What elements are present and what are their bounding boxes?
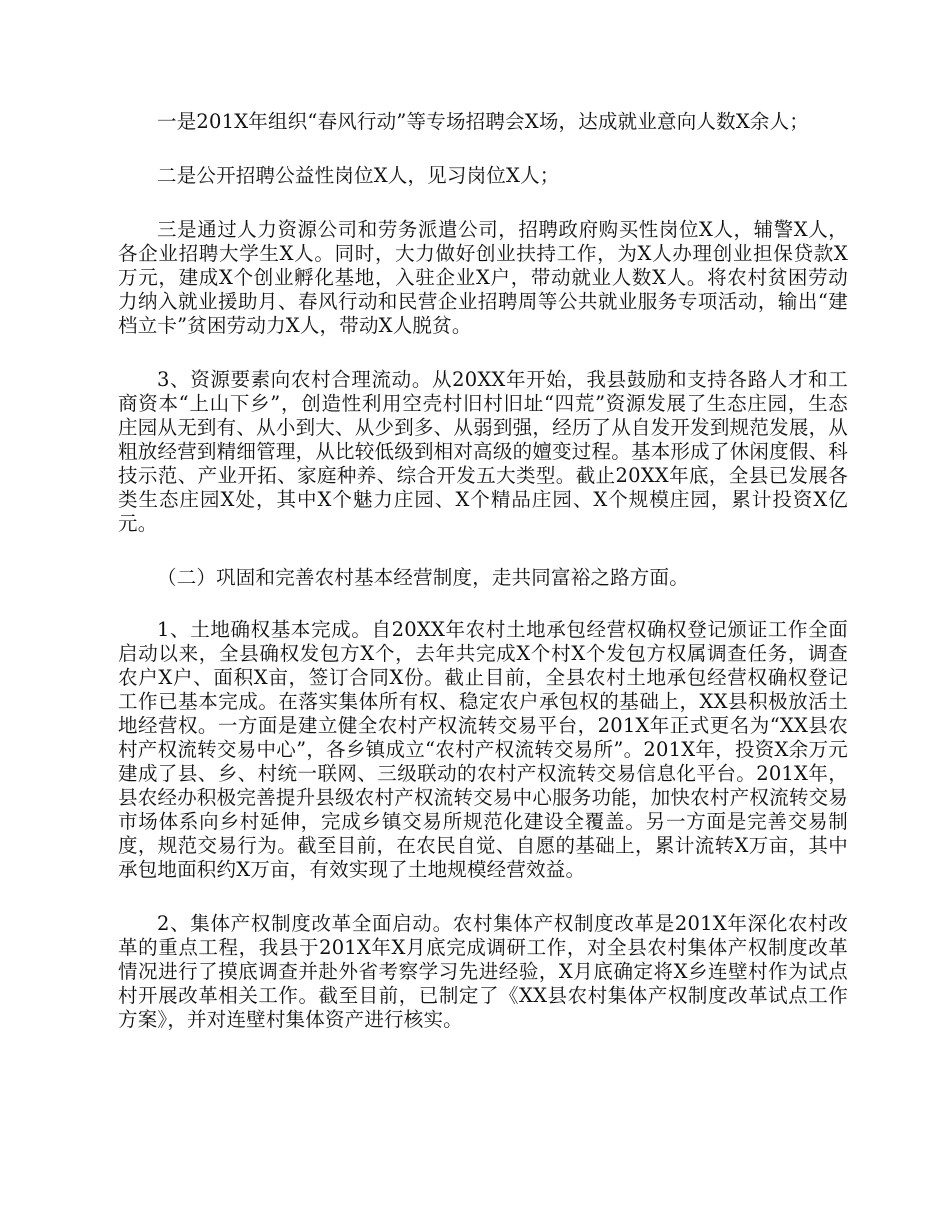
paragraph-resource-flow: 3、资源要素向农村合理流动。从20XX年开始，我县鼓励和支持各路人才和工商资本“上山下乡”，创造性利用空壳村旧村旧址“四荒”资源发展了生态庄园，生态庄园从无到有、从小到大、从少到多、从弱到强，经历了从自发开发到规范发展，从粗放经营到精细管理，从比较低级到相对高级的嬗变过程。基本形成了休闲度假、科技示范、产业开拓、家庭种养、综合开发五大类型。截止20XX年底，全县已发展各类生态庄园X处，其中X个魅力庄园、X个精品庄园、X个规模庄园，累计投资X亿元。 xyxy=(118,368,848,535)
paragraph-collective-property: 2、集体产权制度改革全面启动。农村集体产权制度改革是201X年深化农村改革的重点工程，我县于201X年X月底完成调研工作，对全县农村集体产权制度改革情况进行了摸底调查并赴外省考察学习先进经验，X月底确定将X乡连壁村作为试点村开展改革相关工作。截至目前，已制定了《XX县农村集体产权制度改革试点工作方案》，并对连壁村集体资产进行核实。 xyxy=(118,912,848,1031)
section-heading: （二）巩固和完善农村基本经营制度，走共同富裕之路方面。 xyxy=(157,566,689,589)
paragraph-land-rights: 1、土地确权基本完成。自20XX年农村土地承包经营权确权登记颁证工作全面启动以来，全县确权发包方X个，去年共完成X个村X个发包方权属调查任务，调查农户X户、面积X亩，签订合同X份。截止目前，全县农村土地承包经营权确权登记工作已基本完成。在落实集体所有权、稳定农户承包权的基础上，XX县积极放活土地经营权。一方面是建立健全农村产权流转交易平台，201X年正式更名为“XX县农村产权流转交易中心”，各乡镇成立“农村产权流转交易所”。201X年，投资X余万元建成了县、乡、村统一联网、三级联动的农村产权流转交易信息化平台。201X年，县农经办积极完善提升县级农村产权流转交易中心服务功能，加快农村产权流转交易市场体系向乡村延伸，完成乡镇交易所规范化建设全覆盖。另一方面是完善交易制度，规范交易行为。截至目前，在农民自觉、自愿的基础上，累计流转X万亩，其中承包地面积约X万亩，有效实现了土地规模经营效益。 xyxy=(118,618,848,881)
paragraph-job-fairs: 一是201X年组织“春风行动”等专场招聘会X场，达成就业意向人数X余人； xyxy=(157,110,810,133)
paragraph-public-posts: 二是公开招聘公益性岗位X人，见习岗位X人； xyxy=(157,164,560,187)
paragraph-hr-companies: 三是通过人力资源公司和劳务派遣公司，招聘政府购买性岗位X人，辅警X人，各企业招聘大学生X人。同时，大力做好创业扶持工作，为X人办理创业担保贷款X万元，建成X个创业孵化基地，入驻企业X户，带动就业人数X人。将农村贫困劳动力纳入就业援助月、春风行动和民营企业招聘周等公共就业服务专项活动，输出“建档立卡”贫困劳动力X人，带动X人脱贫。 xyxy=(118,218,848,337)
document-body xyxy=(118,110,848,1062)
